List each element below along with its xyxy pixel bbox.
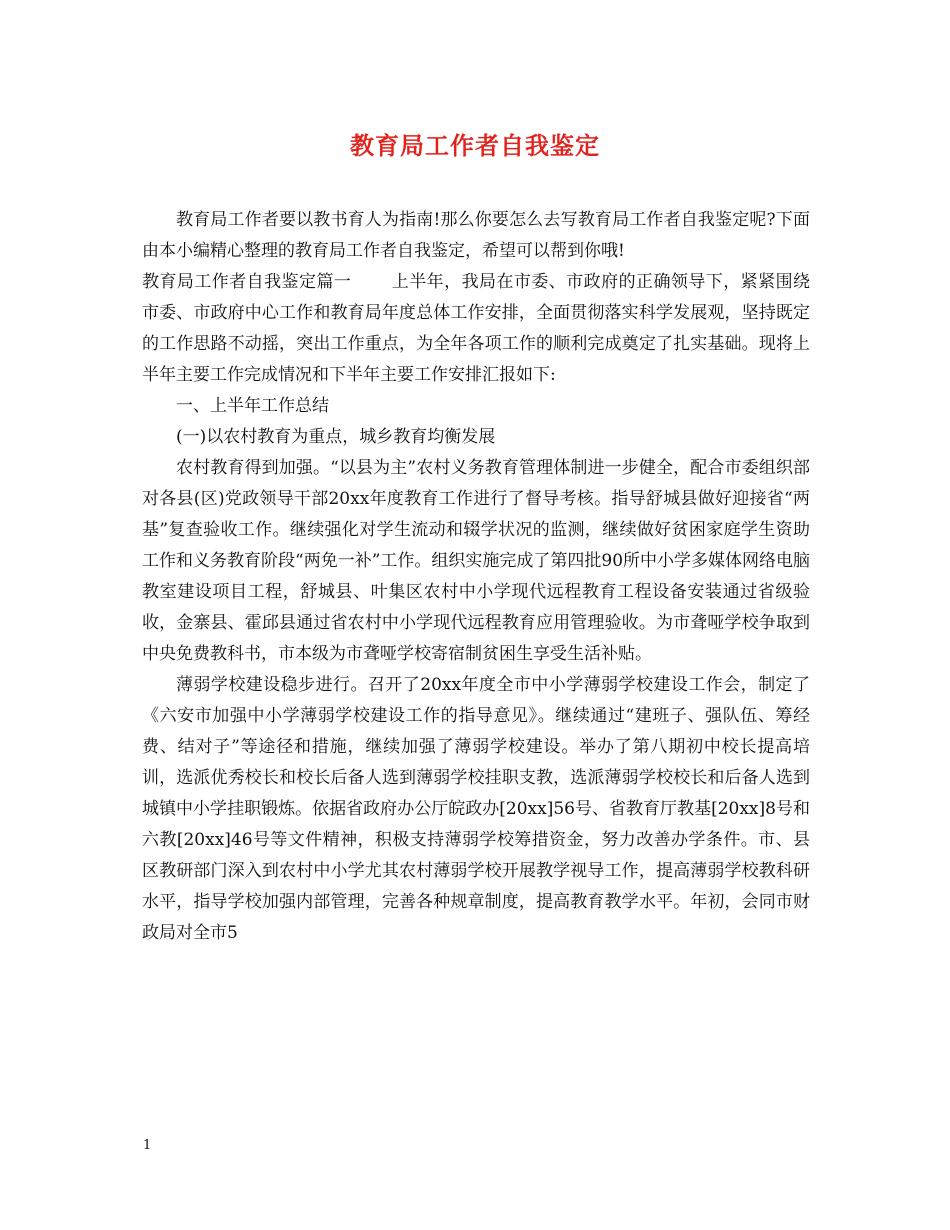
intro-paragraph: 教育局工作者要以教书育人为指南!那么你要怎么去写教育局工作者自我鉴定呢?下面由本小编精心整理的教育局工作者自我鉴定，希望可以帮到你哦! xyxy=(142,210,810,261)
section-intro: 上半年，我局在市委、市政府的正确领导下，紧紧围绕市委、市政府中心工作和教育局年度总体工作安排，全面贯彻落实科学发展观，坚持既定的工作思路不动摇，突出工作重点，为全年各项工作的顺利完成奠定了扎实基础。现将上半年主要工作完成情况和下半年主要工作安排汇报如下: xyxy=(142,272,811,385)
heading-one: 一、上半年工作总结 xyxy=(176,396,329,416)
section-label: 教育局工作者自我鉴定篇一 xyxy=(142,272,352,292)
heading-two: (一)以农村教育为重点，城乡教育均衡发展 xyxy=(176,427,496,447)
body-paragraph-weak-schools: 薄弱学校建设稳步进行。召开了20xx年度全市中小学薄弱学校建设工作会，制定了《六安市加强中小学薄弱学校建设工作的指导意见》。继续通过“建班子、强队伍、筹经费、结对子”等途径和措施，继续加强了薄弱学校建设。举办了第八期初中校长提高培训，选派优秀校长和校长后备人选到薄弱学校挂职支教，选派薄弱学校校长和后备人选到城镇中小学挂职锻炼。依据省政府办公厅皖政办[20xx]56号、省教育厅教基[20xx]8号和六教[20xx]46号等文件精神，积极支持薄弱学校筹措资金，努力改善办学条件。市、县区教研部门深入到农村中小学尤其农村薄弱学校开展教学视导工作，提高薄弱学校教科研水平，指导学校加强内部管理，完善各种规章制度，提高教育教学水平。年初，会同市财政局对全市5 xyxy=(142,675,810,943)
document-title: 教育局工作者自我鉴定 xyxy=(350,131,600,160)
body-paragraph-rural-education: 农村教育得到加强。“以县为主”农村义务教育管理体制进一步健全，配合市委组织部对各县(区)党政领导干部20xx年度教育工作进行了督导考核。指导舒城县做好迎接省“两基”复查验收工作。继续强化对学生流动和辍学状况的监测，继续做好贫困家庭学生资助工作和义务教育阶段“两免一补”工作。组织实施完成了第四批90所中小学多媒体网络电脑教室建设项目工程，舒城县、叶集区农村中小学现代远程教育工程设备安装通过省级验收，金寨县、霍邱县通过省农村中小学现代远程教育应用管理验收。为市聋哑学校争取到中央免费教科书，市本级为市聋哑学校寄宿制贫困生享受生活补贴。 xyxy=(142,458,811,664)
page-number: 1 xyxy=(143,1138,152,1153)
section-paragraph xyxy=(142,267,810,391)
document-body xyxy=(142,205,810,949)
